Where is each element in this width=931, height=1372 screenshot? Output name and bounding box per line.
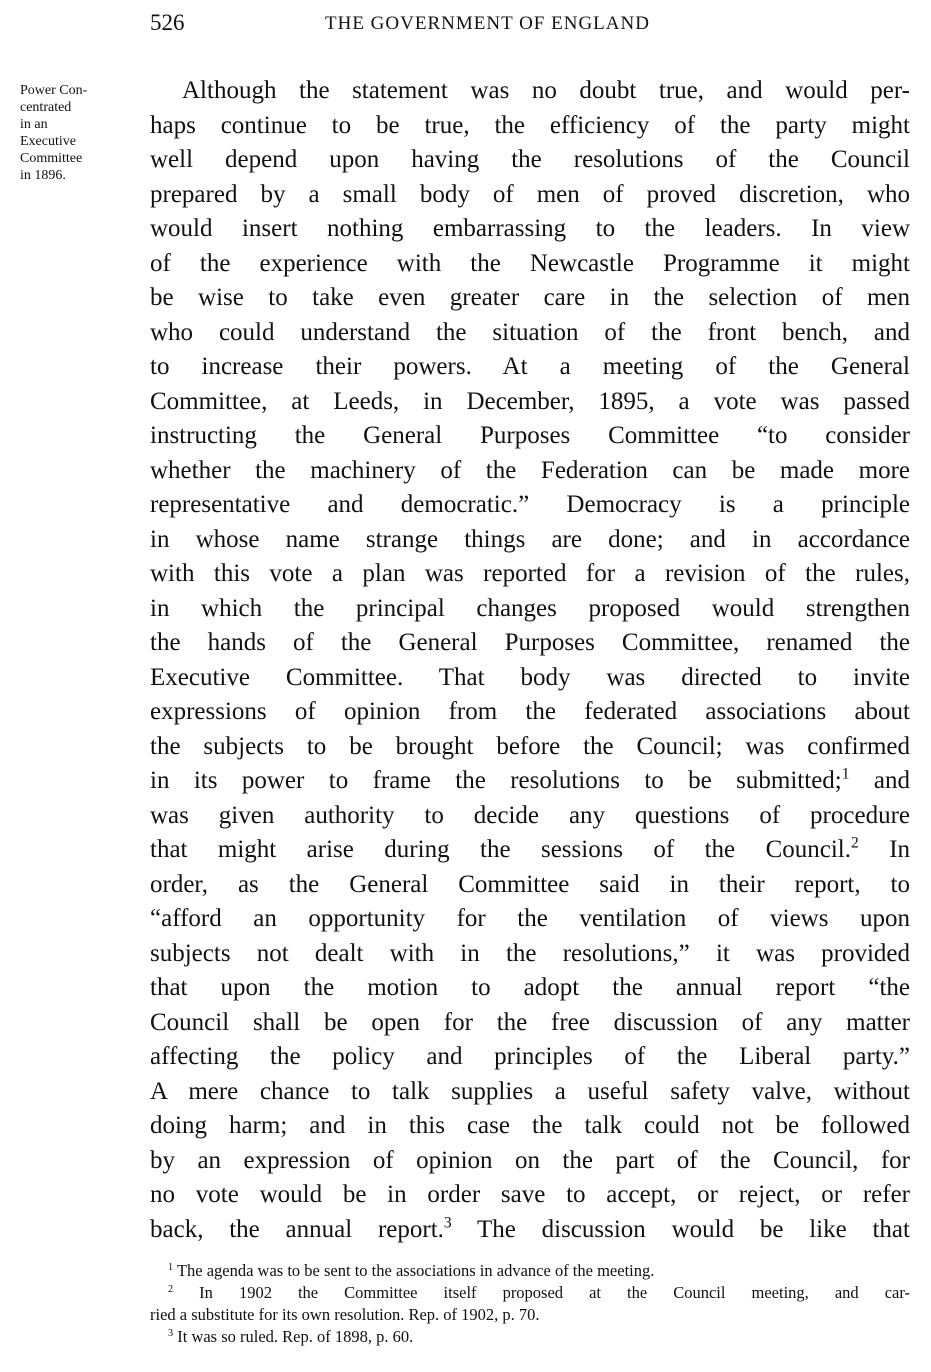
body-line-text: in its power to frame the resolutions to be submitted; [150,767,842,794]
body-line: in whose name strange things are done; and in accordance [150,525,910,553]
footnote-1 [150,1260,910,1282]
footnote-reference: 1 [841,765,850,783]
body-line: Although the statement was no doubt true, and would per- [182,77,910,104]
footnote-text: In 1902 the Committee itself proposed at the Council meeting, and car- [199,1283,910,1302]
body-line: instructing the General Purposes Committee “to consider [150,422,910,449]
body-line: be wise to take even greater care in the selection of men [150,284,910,311]
footnote-text: The agenda was to be sent to the associations in advance of the meeting. [176,1261,655,1280]
margin-note-line: Committee [20,151,83,166]
body-line: Executive Committee. That body was directed to invite [150,663,910,691]
footnote-marker: 2 [168,1283,174,1295]
footnote-marker: 3 [168,1327,174,1339]
margin-note-line: centrated [20,100,72,115]
body-line-continuation: The discussion would be like that [476,1215,910,1243]
body-line: of the experience with the Newcastle Programme it might [150,249,910,277]
body-line: A mere chance to talk supplies a useful safety valve, without [150,1077,910,1105]
body-line: the subjects to be brought before the Council; was confirmed [150,732,910,760]
body-line: who could understand the situation of the front bench, and [150,318,910,346]
body-line: whether the machinery of the Federation can be made more [150,456,910,484]
margin-note-line: Executive [20,134,76,149]
footnote-text: It was so ruled. Rep. of 1898, p. 60. [177,1327,414,1346]
margin-note-line: in 1896. [20,168,66,183]
body-line: to increase their powers. At a meeting of the General [150,353,910,380]
body-line: haps continue to be true, the efficiency of the party might [150,111,910,139]
body-line-text: back, the annual report. [150,1215,444,1243]
body-line-continuation: In [889,836,911,863]
body-line: “afford an opportunity for the ventilation of views upon [150,905,910,932]
footnotes [150,1260,910,1348]
footnote-2-continuation: ried a substitute for its own resolution. Rep. of 1902, p. 70. [150,1305,540,1324]
body-line: prepared by a small body of men of proved discretion, who [150,180,910,208]
body-line: in which the principal changes proposed would strengthen [150,594,910,622]
body-line: by an expression of opinion on the part of the Council, for [150,1146,910,1174]
body-line-with-note-ref [150,1213,910,1248]
body-line: no vote would be in order save to accept, or reject, or refer [150,1181,910,1208]
margin-note-line: in an [20,117,48,132]
body-line: would insert nothing embarrassing to the leaders. In view [150,215,910,242]
footnote-marker: 1 [168,1261,174,1273]
body-line: subjects not dealt with in the resolutions,” it was provided [150,939,910,967]
footnote-3 [150,1326,910,1348]
body-line: well depend upon having the resolutions of the Council [150,146,910,173]
footnote-reference: 3 [443,1214,452,1232]
footnote-2 [150,1282,910,1304]
running-head [150,8,910,40]
body-line-with-note-ref [150,764,910,799]
body-line-continuation: and [873,767,910,794]
body-line: affecting the policy and principles of the Liberal party.” [150,1043,910,1070]
running-title: THE GOVERNMENT OF ENGLAND [325,13,650,34]
margin-note-line: Power Con- [20,83,88,98]
body-line: with this vote a plan was reported for a revision of the rules, [150,560,910,587]
body-line-with-note-ref [150,833,910,868]
body-line: the hands of the General Purposes Committee, renamed the [150,629,910,656]
body-line: expressions of opinion from the federated associations about [150,698,910,725]
margin-note [20,82,138,184]
body-line: Committee, at Leeds, in December, 1895, a vote was passed [150,387,910,415]
body-paragraph [150,74,910,1247]
body-line: was given authority to decide any questions of procedure [150,801,910,829]
body-line: that upon the motion to adopt the annual report “the [150,974,910,1001]
footnote-reference: 2 [851,834,859,852]
body-line: order, as the General Committee said in their report, to [150,870,910,898]
body-line: doing harm; and in this case the talk could not be followed [150,1112,910,1139]
body-line: representative and democratic.” Democracy is a principle [150,491,910,518]
body-line-text: that might arise during the sessions of the Council. [150,836,851,863]
page-number: 526 [150,10,185,35]
body-line: Council shall be open for the free discussion of any matter [150,1008,910,1036]
